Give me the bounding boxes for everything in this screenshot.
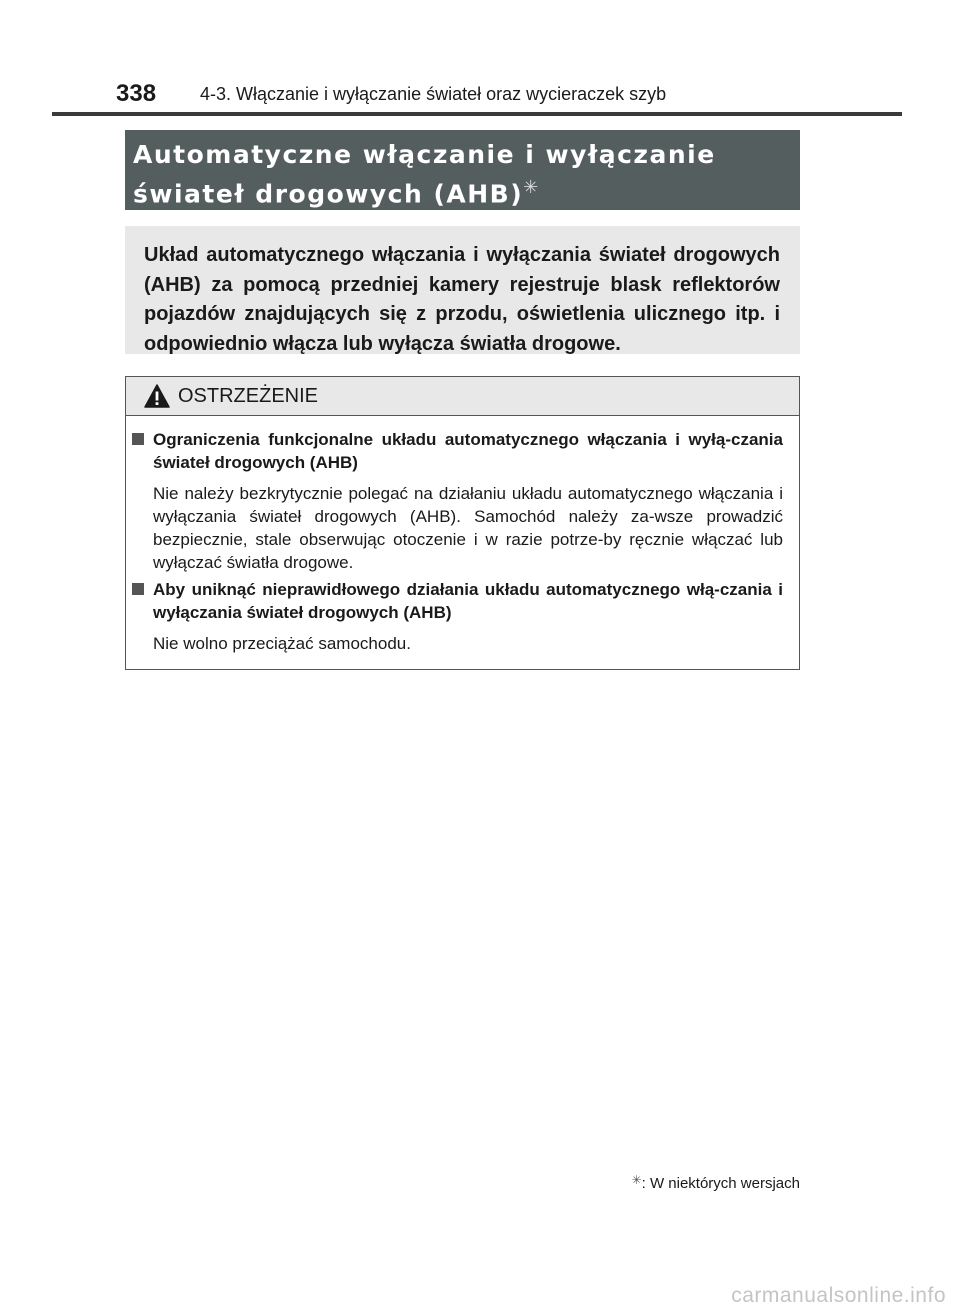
square-bullet-icon [132,433,144,445]
warning-item [132,428,783,574]
chapter-title: 4-3. Włączanie i wyłączanie świateł oraz wycieraczek szyb [200,84,667,104]
section-title-line-1: Automatyczne włączanie i wyłączanie [133,140,716,169]
section-title-banner [125,130,800,210]
footnote-reference-mark: ✳ [523,177,540,198]
section-title-line-2 [133,171,800,210]
footnote-mark: ✳ [631,1173,642,1187]
warning-item [132,578,783,655]
warning-item-heading: Aby uniknąć nieprawidłowego działania układu automatycznego włą-czania i wyłączania świateł drogowych (AHB) [153,580,783,622]
footnote [632,1173,800,1192]
warning-panel [125,376,800,670]
square-bullet-icon [132,583,144,595]
section-title-line-2-text: świateł drogowych (AHB) [133,179,524,209]
warning-triangle-icon [144,384,170,408]
page-number: 338 [116,80,157,107]
footnote-text: : W niektórych wersjach [641,1175,800,1192]
warning-body [126,416,799,655]
warning-item-heading: Ograniczenia funkcjonalne układu automatycznego włączania i wyłą-czania świateł drogowych (AHB) [153,430,783,472]
intro-paragraph: Układ automatycznego włączania i wyłączania świateł drogowych (AHB) za pomocą przedniej kamery rejestruje blask reflektorów pojazdów znajdujących się z przodu, oświetlenia ulicznego itp. i odpowiednio włącza lub wyłącza światła drogowe. [125,226,800,354]
warning-header [126,377,799,416]
warning-item-text: Nie wolno przeciążać samochodu. [153,634,411,653]
watermark: carmanualsonline.info [731,1284,946,1307]
header-rule [52,112,902,116]
warning-title: OSTRZEŻENIE [178,384,319,407]
warning-item-text: Nie należy bezkrytycznie polegać na działaniu układu automatycznego włączania i wyłączania świateł drogowych (AHB). Samochód należy za-wsze prowadzić bezpiecznie, stale obserwując otoczenie i w razie potrze-by ręcznie włączać lub wyłączać światła drogowe. [153,484,783,572]
